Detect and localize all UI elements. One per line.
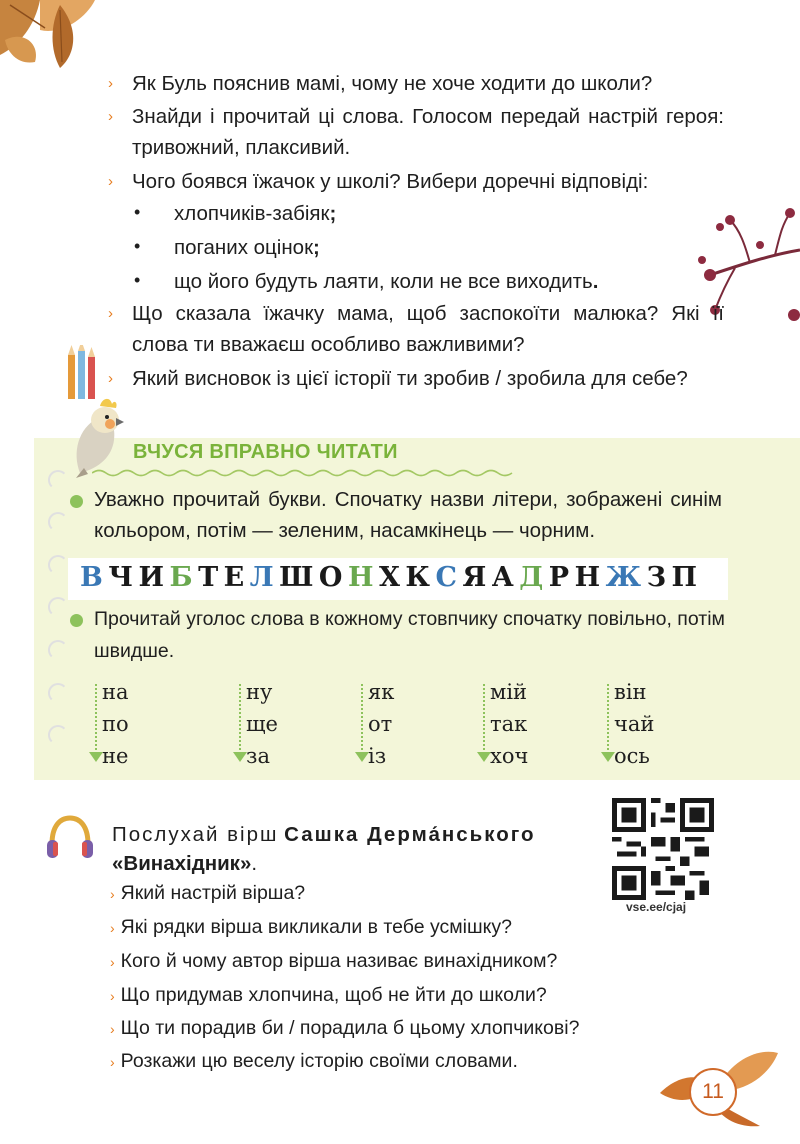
word: от (368, 712, 393, 736)
poem-question-1: › Який настрій вірша? (110, 882, 306, 904)
section-heading: ВЧУСЯ ВПРАВНО ЧИТАТИ (133, 441, 398, 463)
word-column-1 (92, 676, 202, 772)
word: по (102, 712, 129, 736)
parrot-icon (70, 398, 130, 478)
listen-instruction: Послухай вірш Сашка Дерма́нського «Винахідник». (112, 823, 536, 875)
letter-19: З (646, 562, 667, 593)
letter-18: Ж (605, 562, 642, 593)
answer-option-1: • хлопчиків-забіяк; (134, 202, 337, 225)
dotted-guide-line (483, 684, 485, 754)
word: із (368, 744, 387, 768)
colored-letters (80, 562, 703, 593)
wavy-underline (92, 468, 522, 478)
word-column-5 (604, 676, 714, 772)
pencils-icon (66, 345, 102, 401)
letter-5: Е (223, 562, 245, 593)
task-bullet-dot (70, 495, 83, 508)
word: мій (490, 680, 528, 704)
word: хоч (490, 744, 529, 768)
notebook-ring (48, 597, 68, 617)
notebook-ring (48, 470, 68, 490)
down-arrow-icon (355, 752, 369, 762)
notebook-ring (48, 555, 68, 575)
answer-option-2: • поганих оцінок; (134, 236, 320, 259)
word-column-2 (236, 676, 346, 772)
letter-8: О (318, 562, 343, 593)
question-3: › Чого боявся їжачок у школі? Вибери доречні відповіді: (108, 166, 724, 197)
letter-17: Н (574, 562, 601, 593)
letter-11: К (405, 562, 431, 593)
letter-9: Н (347, 562, 374, 593)
arrow-bullet-icon: › (110, 886, 115, 902)
letter-1: Ч (108, 562, 134, 593)
arrow-bullet-icon: › (108, 305, 113, 322)
down-arrow-icon (601, 752, 615, 762)
notebook-ring (48, 683, 68, 703)
poem-question-6: › Розкажи цю веселу історію своїми словами. (110, 1050, 518, 1072)
word: не (102, 744, 129, 768)
notebook-ring (48, 640, 68, 660)
arrow-bullet-icon: › (108, 75, 113, 92)
dotted-guide-line (361, 684, 363, 754)
word: він (614, 680, 647, 704)
poem-author: Сашка Дерма́нського (284, 823, 536, 846)
letter-12: С (435, 562, 458, 593)
headphones-icon (44, 814, 96, 860)
poem-question-4: › Що придумав хлопчина, щоб не йти до школи? (110, 984, 547, 1006)
arrow-bullet-icon: › (110, 920, 115, 936)
qr-link-label[interactable]: vse.ee/cjaj (626, 900, 687, 914)
dotted-guide-line (239, 684, 241, 754)
notebook-ring (48, 725, 68, 745)
arrow-bullet-icon: › (108, 173, 113, 190)
arrow-bullet-icon: › (108, 108, 113, 125)
poem-question-3: › Кого й чому автор вірша називає винахідником? (110, 950, 558, 972)
arrow-bullet-icon: › (110, 954, 115, 970)
word: за (246, 744, 270, 768)
arrow-bullet-icon: › (110, 1021, 115, 1037)
word-column-4 (480, 676, 590, 772)
letter-3: Б (169, 562, 194, 593)
down-arrow-icon (233, 752, 247, 762)
word: так (490, 712, 528, 736)
arrow-bullet-icon: › (108, 370, 113, 387)
letter-2: И (138, 562, 165, 593)
task-read-letters: Уважно прочитай букви. Спочатку назви літери, зображені синім кольором, потім — зеленим, насамкінець — чорним. (94, 488, 722, 542)
dotted-guide-line (95, 684, 97, 754)
letter-13: Я (462, 562, 487, 593)
word: як (368, 680, 395, 704)
question-2: › Знайди і прочитай ці слова. Голосом передай настрій героя: тривожний, плаксивий. (108, 101, 724, 163)
arrow-bullet-icon: › (110, 1054, 115, 1070)
poem-question-2: › Які рядки вірша викликали в тебе усмішку? (110, 916, 512, 938)
qr-code[interactable] (610, 798, 716, 900)
letter-10: Х (378, 562, 401, 593)
question-4: › Що сказала їжачку мама, щоб заспокоїти малюка? Які її слова ти вважаєш особливо важливими? (108, 298, 724, 360)
letter-15: Д (519, 562, 544, 593)
word: ще (246, 712, 278, 736)
word: на (102, 680, 129, 704)
task-bullet-dot (70, 614, 83, 627)
down-arrow-icon (89, 752, 103, 762)
word: ну (246, 680, 273, 704)
arrow-bullet-icon: › (110, 988, 115, 1004)
task-read-words: Прочитай уголос слова в кожному стовпчику спочатку повільно, потім швидше. (94, 608, 725, 662)
autumn-leaves-decoration (0, 0, 130, 70)
poem-title: «Винахідник» (112, 852, 252, 875)
notebook-ring (48, 512, 68, 532)
question-5: › Який висновок із цієї історії ти зробив / зробила для себе? (108, 363, 724, 394)
letter-0: В (80, 562, 104, 593)
word: чай (614, 712, 655, 736)
poem-question-5: › Що ти порадив би / порадила б цьому хлопчикові? (110, 1017, 580, 1039)
down-arrow-icon (477, 752, 491, 762)
word-column-3 (358, 676, 468, 772)
letter-20: П (671, 562, 698, 593)
answer-option-3: • що його будуть лаяти, коли не все виходить. (134, 270, 599, 293)
letter-6: Л (249, 562, 275, 593)
word: ось (614, 744, 650, 768)
dotted-guide-line (607, 684, 609, 754)
page-number: 11 (689, 1068, 737, 1116)
letter-7: Ш (279, 562, 314, 593)
letter-4: Т (198, 562, 219, 593)
letter-16: Р (548, 562, 570, 593)
letter-14: А (491, 562, 515, 593)
question-1: › Як Буль пояснив мамі, чому не хоче ходити до школи? (108, 68, 724, 99)
